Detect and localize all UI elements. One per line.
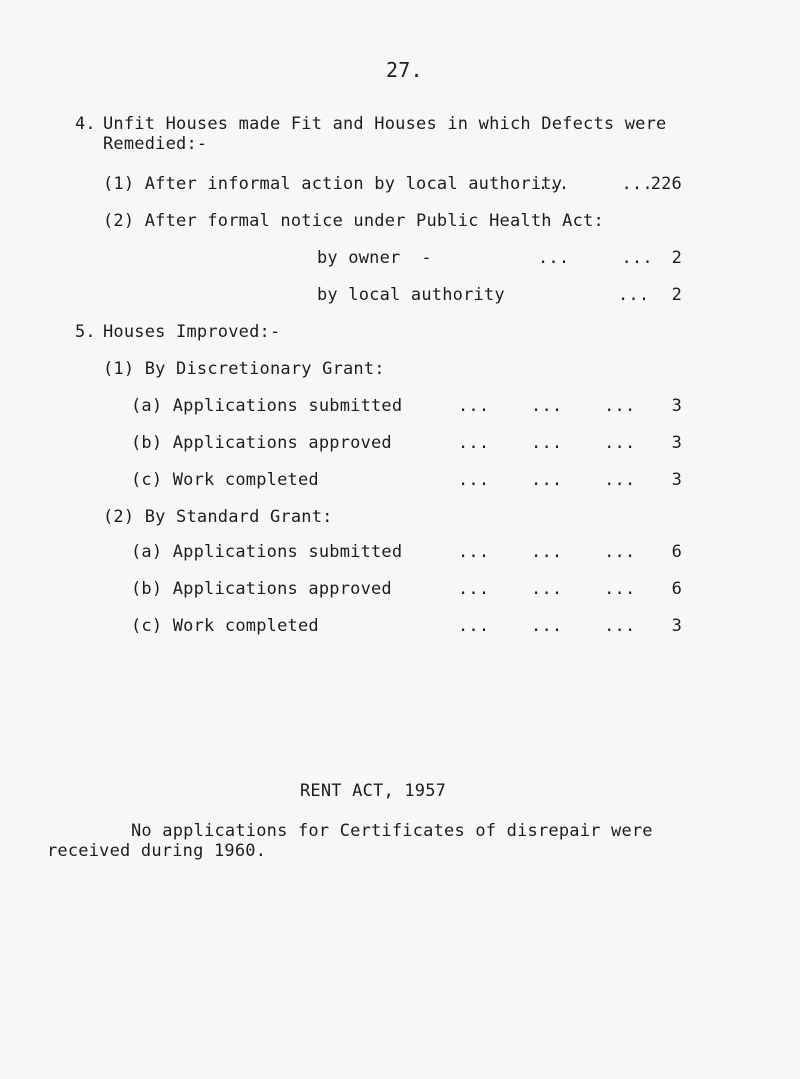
- discretionary-row-b-value: 3: [671, 433, 682, 453]
- standard-row-c-dots: ... ... ...: [458, 616, 636, 636]
- rent-act-line-2: received during 1960.: [47, 841, 267, 861]
- standard-row-b-dots: ... ... ...: [458, 579, 636, 599]
- standard-row-a-dots: ... ... ...: [458, 542, 636, 562]
- standard-row-b-label: (b) Applications approved: [131, 579, 392, 599]
- section-5-title: Houses Improved:-: [103, 322, 281, 342]
- by-owner-value: 2: [671, 248, 682, 268]
- discretionary-row-a-value: 3: [671, 396, 682, 416]
- standard-row-b-value: 6: [671, 579, 682, 599]
- by-local-authority-dots: ...: [618, 285, 650, 305]
- by-local-authority-label: by local authority: [317, 285, 505, 305]
- by-owner-dots: ... ...: [538, 248, 653, 268]
- by-owner-label: by owner -: [317, 248, 432, 268]
- standard-row-c-value: 3: [671, 616, 682, 636]
- section-4-item-1-dots: ... ...: [538, 174, 653, 194]
- section-4-title-line1: Unfit Houses made Fit and Houses in which Defects were: [103, 114, 667, 134]
- section-4-title-line2: Remedied:-: [103, 134, 208, 154]
- section-4-item-1-label: (1) After informal action by local authority: [103, 174, 563, 194]
- discretionary-row-a-label: (a) Applications submitted: [131, 396, 403, 416]
- section-4-number: 4.: [75, 114, 96, 134]
- discretionary-row-c-label: (c) Work completed: [131, 470, 319, 490]
- discretionary-row-c-value: 3: [671, 470, 682, 490]
- section-4-item-1-value: 226: [650, 174, 682, 194]
- rent-act-heading: RENT ACT, 1957: [300, 781, 447, 801]
- standard-row-c-label: (c) Work completed: [131, 616, 319, 636]
- discretionary-row-c-dots: ... ... ...: [458, 470, 636, 490]
- by-local-authority-value: 2: [671, 285, 682, 305]
- discretionary-row-b-dots: ... ... ...: [458, 433, 636, 453]
- section-4-item-2-label: (2) After formal notice under Public Health Act:: [103, 211, 604, 231]
- standard-grant-heading: (2) By Standard Grant:: [103, 507, 333, 527]
- rent-act-line-1: No applications for Certificates of disrepair were: [131, 821, 653, 841]
- discretionary-row-a-dots: ... ... ...: [458, 396, 636, 416]
- discretionary-grant-heading: (1) By Discretionary Grant:: [103, 359, 385, 379]
- section-5-number: 5.: [75, 322, 96, 342]
- standard-row-a-label: (a) Applications submitted: [131, 542, 403, 562]
- discretionary-row-b-label: (b) Applications approved: [131, 433, 392, 453]
- standard-row-a-value: 6: [671, 542, 682, 562]
- page-number: 27.: [386, 58, 423, 82]
